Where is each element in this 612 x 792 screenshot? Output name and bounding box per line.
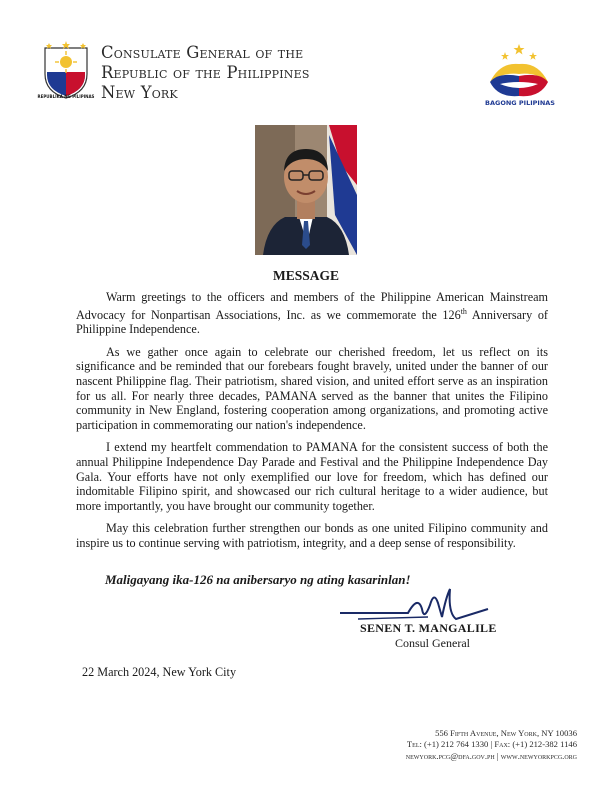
footer-address: 556 Fifth Avenue, New York, NY 10036: [435, 728, 577, 738]
message-paragraph: [76, 290, 548, 337]
message-paragraph: May this celebration further strengthen our bonds as one united Filipino community and inspire us to continue serving with patriotism, integrity, and a deep sense of responsibility.: [76, 521, 548, 550]
message-date: 22 March 2024, New York City: [82, 665, 237, 679]
consul-portrait-photo: [255, 125, 357, 255]
signatory-title: Consul General: [395, 636, 470, 650]
message-title: MESSAGE: [272, 268, 340, 283]
ordinal-superscript: th: [460, 306, 467, 316]
header-line-1: Consulate General of the: [101, 43, 304, 62]
consulate-seal: [37, 38, 95, 102]
consulate-header: [101, 43, 310, 103]
footer-web: newyork.pcg@dfa.gov.ph | www.newyorkpcg.org: [405, 750, 577, 761]
bagong-pilipinas-label: BAGONG PILIPINAS: [485, 99, 555, 107]
seal-text: REPUBLIKA NG PILIPINAS: [37, 94, 95, 99]
message-paragraph: As we gather once again to celebrate our cherished freedom, let us reflect on its significance and be reminded that our forebears fought bravely, united under the banner of our nascent Philippine flag. Their patriotism, shared vision, and united effort serve as an inspiration for us all. For nearly three decades, PAMANA served as the banner that unites the Filipino community in New England, fostering cooperation among organizations, and promoting active participation in commemorating our nation's independence.: [76, 344, 548, 432]
message-body: [76, 290, 548, 559]
signatory-name: SENEN T. MANGALILE: [360, 621, 497, 635]
paragraph-1-text: Warm greetings to the officers and members of the Philippine American Mainstream Advocacy for Nonpartisan Associations, Inc. as we commemorate the 126: [76, 290, 548, 322]
paragraph-1-end: Anniversary of Philippine Independence.: [76, 307, 548, 337]
closing-greeting: Maligayang ika-126 na anibersaryo ng ating kasarinlan!: [105, 572, 411, 587]
footer-phones: Tel: (+1) 212 764 1330 | Fax: (+1) 212-382 1146: [406, 739, 577, 750]
footer-address-block: [406, 728, 577, 762]
header-line-3: New York: [101, 83, 178, 102]
header-line-2: Republic of the Philippines: [101, 63, 310, 82]
message-paragraph: I extend my heartfelt commendation to PAMANA for the consistent success of both the annual Philippine Independence Day Parade and Festival and the Philippine Independence Day Gala. Your efforts have not only exemplified our love for freedom, which has defined our indomitable Filipino spirit, and showcased our rich cultural heritage to a wider audience, but more importantly, you have brought our community together.: [76, 440, 548, 513]
